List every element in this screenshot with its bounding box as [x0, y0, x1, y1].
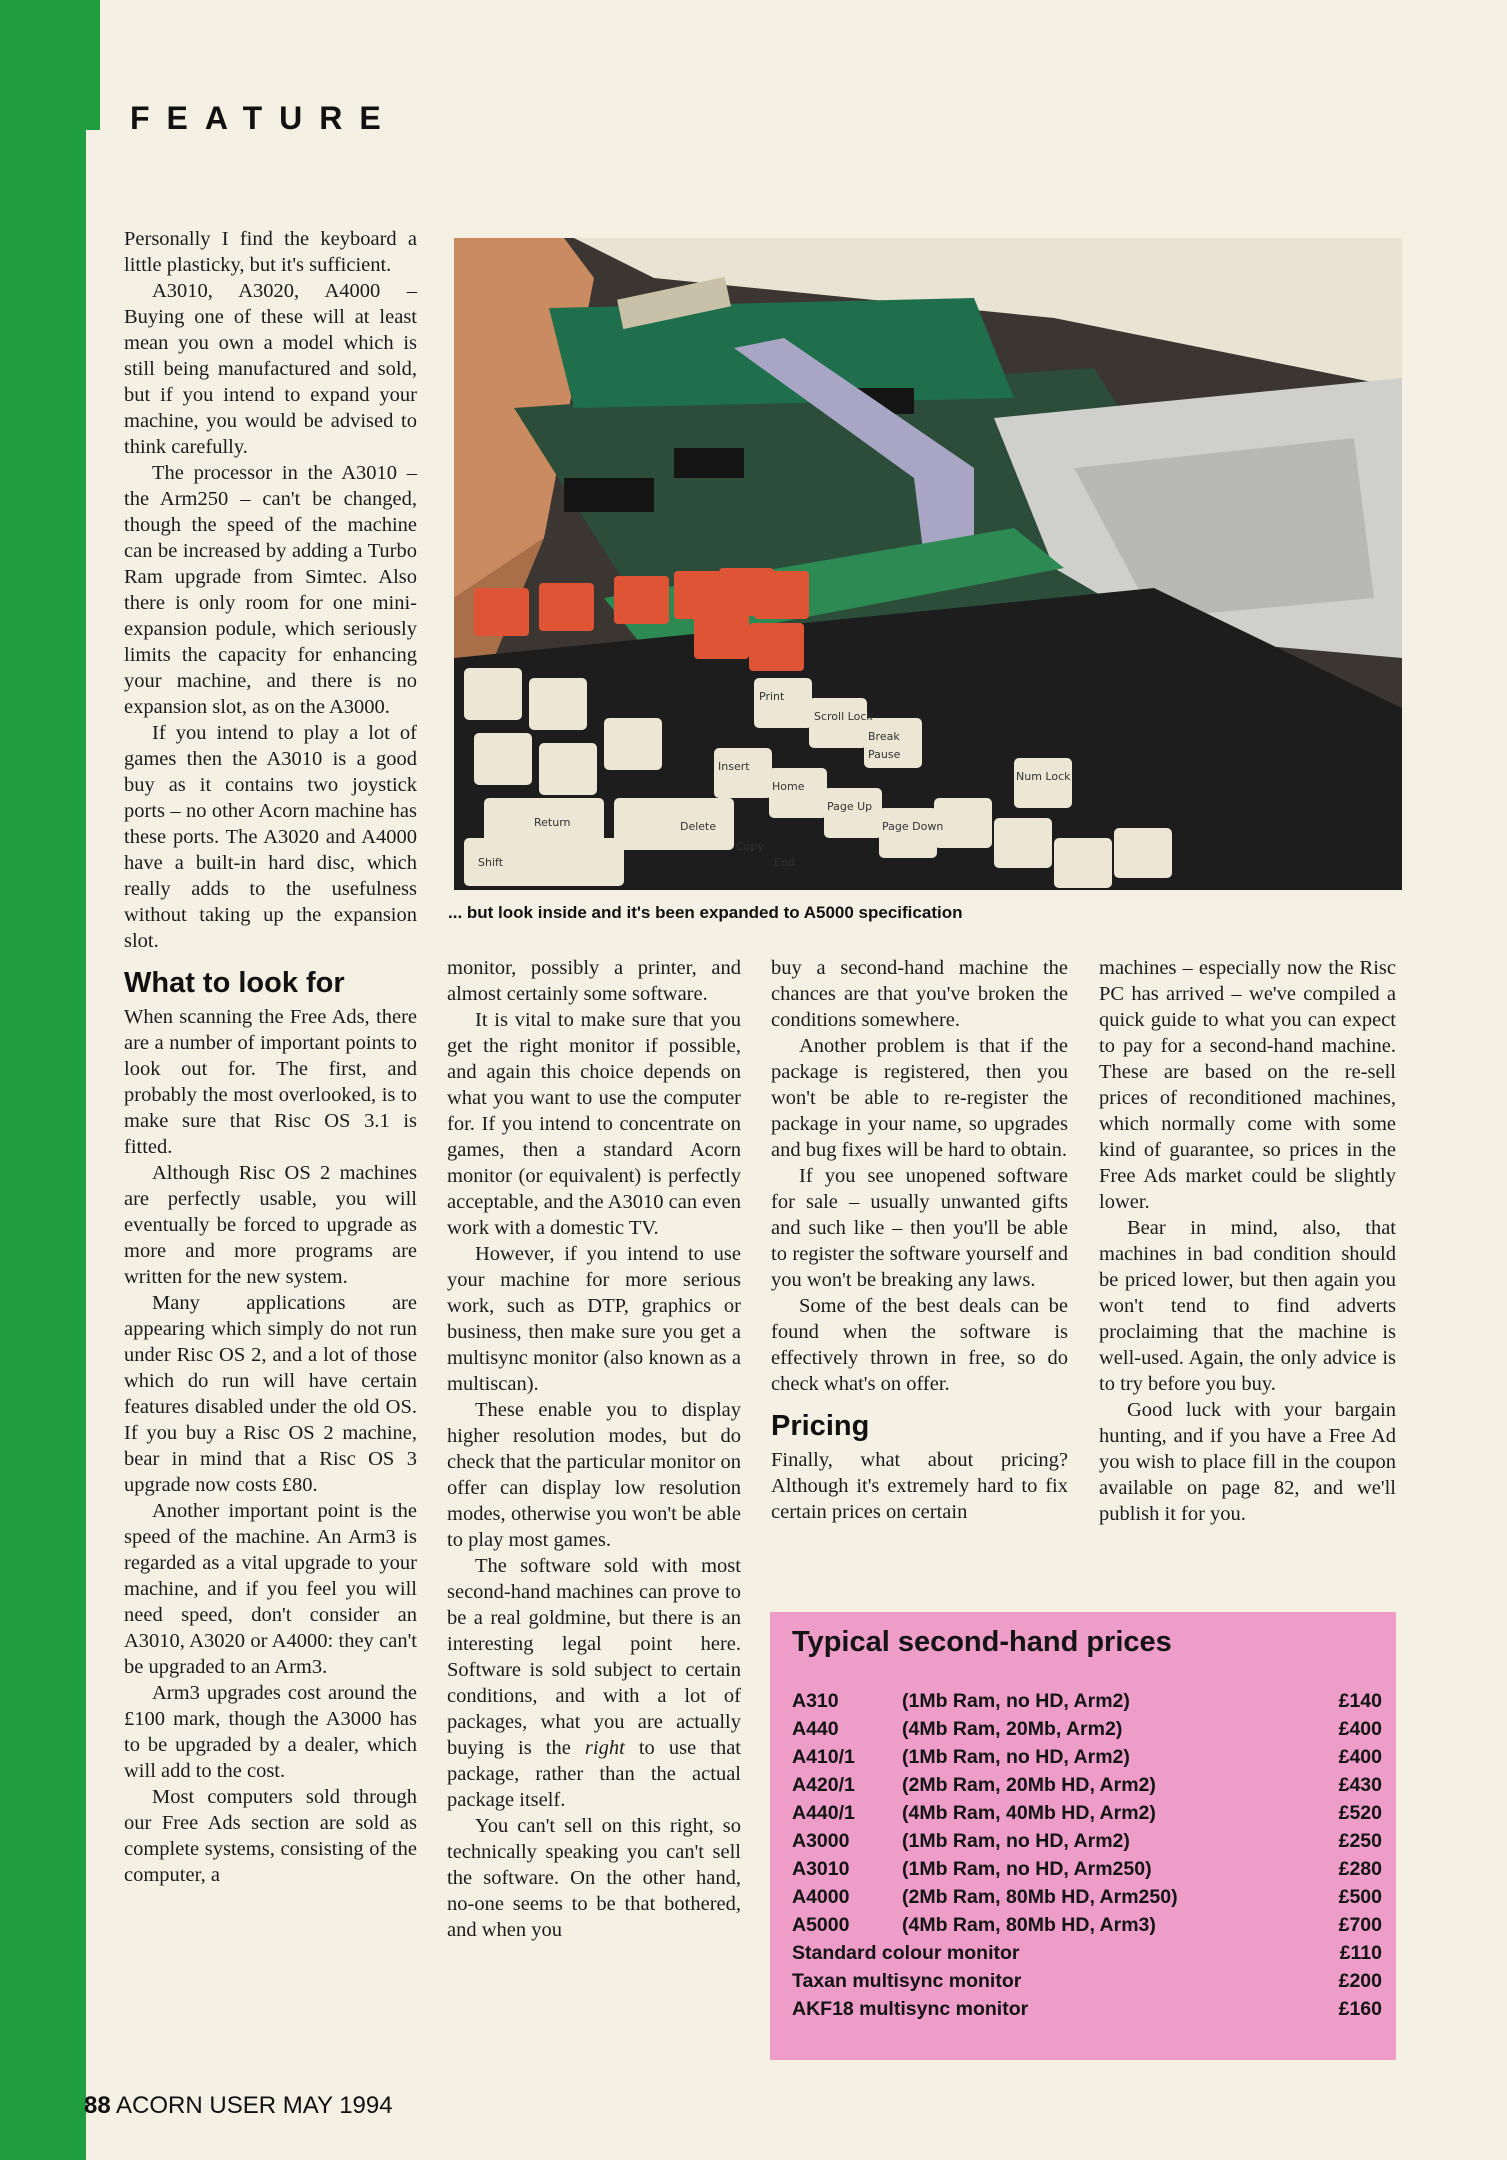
price-model: A420/1	[792, 1774, 855, 1796]
paragraph: Most computers sold through our Free Ads section are sold as complete systems, consisting of the computer, a	[124, 1786, 417, 1886]
paragraph: Many applications are appearing which simply do not run under Risc OS 2, and a lot of those which do run will have certain features disabled under the old OS. If you buy a Risc OS 2 machine, bear in mind that a Risc OS 3 upgrade now costs £80.	[124, 1292, 417, 1496]
photo-caption: ... but look inside and it's been expanded to A5000 specification	[448, 903, 963, 922]
paragraph: Personally I find the keyboard a little plasticky, but it's sufficient.	[124, 228, 417, 276]
photo-illustration	[454, 238, 1402, 890]
paragraph: Arm3 upgrades cost around the £100 mark, though the A3000 has to be upgraded by a dealer, which will add to the cost.	[124, 1682, 417, 1782]
price-row	[792, 1942, 1382, 1970]
price-spec: (1Mb Ram, no HD, Arm2)	[902, 1690, 1130, 1712]
price-value: £140	[1338, 1690, 1382, 1712]
key-label: Copy	[736, 840, 764, 853]
paragraph	[447, 1553, 741, 1813]
price-row	[792, 1886, 1382, 1914]
text-run: The software sold with most second-hand machines can prove to be a real goldmine, but there is an interesting legal point here. Software is sold subject to certain conditions, and with a lot of packages, what you are actually buying is the	[447, 1555, 741, 1759]
paragraph: If you intend to play a lot of games then the A3010 is a good buy as it contains two joystick ports – no other Acorn machine has these ports. The A3020 and A4000 have a built-in hard disc, which really adds to the usefulness without taking up the expansion slot.	[124, 722, 417, 952]
price-value: £200	[1338, 1970, 1382, 1992]
paragraph: Good luck with your bargain hunting, and if you have a Free Ad you wish to place fill in the coupon available on page 82, and we'll publish it for you.	[1099, 1399, 1396, 1525]
price-spec: (2Mb Ram, 80Mb HD, Arm250)	[902, 1886, 1178, 1908]
article-column-4	[1099, 955, 1396, 1527]
price-model: Taxan multisync monitor	[792, 1970, 1022, 1992]
key-label: End	[774, 856, 795, 869]
price-model: A3010	[792, 1858, 850, 1880]
price-value: £110	[1339, 1942, 1382, 1964]
paragraph: The processor in the A3010 – the Arm250 – can't be changed, though the speed of the machine can be increased by adding a Turbo Ram upgrade from Simtec. Also there is only room for one mini-expansion podule, which seriously limits the capacity for enhancing your machine, and there is no expansion slot, as on the A3000.	[124, 462, 417, 718]
price-guide-title: Typical second-hand prices	[792, 1626, 1172, 1658]
paragraph: When scanning the Free Ads, there are a number of important points to look out for. The first, and probably the most overlooked, is to make sure that Risc OS 3.1 is fitted.	[124, 1006, 417, 1158]
paragraph: Another important point is the speed of the machine. An Arm3 is regarded as a vital upgrade to your machine, and if you feel you will need speed, don't consider an A3010, A3020 or A4000: they can't be upgraded to an Arm3.	[124, 1500, 417, 1678]
green-margin-notch	[86, 0, 100, 130]
paragraph: It is vital to make sure that you get the right monitor if possible, and again this choice depends on what you want to use the computer for. If you intend to concentrate on games, then a standard Acorn monitor (or equivalent) is perfectly acceptable, and the A3010 can even work with a domestic TV.	[447, 1009, 741, 1239]
key-label: Insert	[718, 760, 750, 773]
key-label: Pause	[868, 748, 901, 761]
price-row	[792, 1858, 1382, 1886]
price-spec: (1Mb Ram, no HD, Arm2)	[902, 1830, 1130, 1852]
paragraph: A3010, A3020, A4000 – Buying one of these will at least mean you own a model which is still being manufactured and sold, but if you intend to expand your machine, you would be advised to think carefully.	[124, 280, 417, 458]
paragraph: If you see unopened software for sale – usually unwanted gifts and such like – then you'll be able to register the software yourself and you won't be breaking any laws.	[771, 1165, 1068, 1291]
price-spec: (2Mb Ram, 20Mb HD, Arm2)	[902, 1774, 1156, 1796]
price-row	[792, 1718, 1382, 1746]
section-label: FEATURE	[130, 100, 398, 136]
magazine-issue: ACORN USER MAY 1994	[116, 2092, 393, 2119]
price-row	[792, 1746, 1382, 1774]
paragraph: machines – especially now the Risc PC has arrived – we've compiled a quick guide to what you can expect to pay for a second-hand machine. These are based on the re-sell prices of reconditioned machines, which normally come with some kind of guarantee, so prices in the Free Ads market could be slightly lower.	[1099, 957, 1396, 1213]
article-column-3	[771, 955, 1068, 1525]
text-run: to use that package, rather than the actual package itself.	[447, 1737, 742, 1811]
emphasis-right: right	[584, 1737, 625, 1759]
key-label: Return	[534, 816, 571, 829]
paragraph: However, if you intend to use your machine for more serious work, such as DTP, graphics or business, then make sure you get a multisync monitor (also known as a multiscan).	[447, 1243, 741, 1395]
key-label: Home	[772, 780, 805, 793]
key-label: Scroll Lock	[814, 710, 873, 723]
price-spec: (1Mb Ram, no HD, Arm250)	[902, 1858, 1152, 1880]
paragraph: buy a second-hand machine the chances are that you've broken the conditions somewhere.	[771, 957, 1068, 1031]
price-row	[792, 1690, 1382, 1718]
price-spec: (4Mb Ram, 40Mb HD, Arm2)	[902, 1802, 1156, 1824]
price-model: A410/1	[792, 1746, 855, 1768]
price-model: A3000	[792, 1830, 850, 1852]
price-value: £160	[1338, 1998, 1382, 2020]
price-value: £520	[1338, 1802, 1382, 1824]
price-model: A4000	[792, 1886, 850, 1908]
key-label: Shift	[478, 856, 504, 869]
price-row	[792, 1774, 1382, 1802]
paragraph: You can't sell on this right, so technically speaking you can't sell the software. On the other hand, no-one seems to be that bothered, and when you	[447, 1815, 741, 1941]
price-model: A440	[792, 1718, 839, 1740]
paragraph: These enable you to display higher resolution modes, but do check that the particular monitor on offer can display low resolution modes, otherwise you won't be able to play most games.	[447, 1399, 741, 1551]
price-row	[792, 1830, 1382, 1858]
green-margin-bar	[0, 0, 86, 2160]
page-number: 88	[84, 2092, 111, 2119]
computer-internals-photo	[454, 238, 1402, 890]
paragraph: Bear in mind, also, that machines in bad condition should be priced lower, but then again you won't tend to find adverts proclaiming that the machine is well-used. Again, the only advice is to try before you buy.	[1099, 1217, 1396, 1395]
paragraph: Finally, what about pricing? Although it's extremely hard to fix certain prices on certain	[771, 1449, 1068, 1523]
page-footer	[84, 2092, 393, 2120]
paragraph: Another problem is that if the package is registered, then you won't be able to re-register the package in your name, so upgrades and bug fixes will be hard to obtain.	[771, 1035, 1068, 1161]
paragraph: Some of the best deals can be found when the software is effectively thrown in free, so do check what's on offer.	[771, 1295, 1068, 1395]
price-model: AKF18 multisync monitor	[792, 1998, 1029, 2020]
price-model: A440/1	[792, 1802, 855, 1824]
price-model: Standard colour monitor	[792, 1942, 1020, 1964]
subheading-pricing: Pricing	[771, 1410, 870, 1442]
price-value: £250	[1338, 1830, 1382, 1852]
price-value: £400	[1338, 1746, 1382, 1768]
key-label: Page Up	[827, 800, 873, 813]
key-label: Num Lock	[1016, 770, 1071, 783]
price-model: A310	[792, 1690, 839, 1712]
key-label: Delete	[680, 820, 717, 833]
price-value: £430	[1338, 1774, 1382, 1796]
price-model: A5000	[792, 1914, 850, 1936]
price-value: £280	[1338, 1858, 1382, 1880]
key-label: Page Down	[882, 820, 944, 833]
price-row	[792, 1998, 1382, 2026]
price-spec: (4Mb Ram, 20Mb, Arm2)	[902, 1718, 1123, 1740]
price-row	[792, 1970, 1382, 1998]
subheading-what-to-look-for: What to look for	[124, 967, 345, 999]
key-label: Print	[759, 690, 785, 703]
article-column-2	[447, 955, 741, 1943]
key-label: Break	[868, 730, 900, 743]
paragraph: monitor, possibly a printer, and almost certainly some software.	[447, 957, 741, 1005]
article-column-1	[124, 226, 417, 1888]
price-row	[792, 1914, 1382, 1942]
price-spec: (4Mb Ram, 80Mb HD, Arm3)	[902, 1914, 1156, 1936]
price-spec: (1Mb Ram, no HD, Arm2)	[902, 1746, 1130, 1768]
price-value: £500	[1338, 1886, 1382, 1908]
price-row	[792, 1802, 1382, 1830]
price-value: £700	[1338, 1914, 1382, 1936]
price-guide-box	[770, 1612, 1396, 2060]
price-value: £400	[1338, 1718, 1382, 1740]
paragraph: Although Risc OS 2 machines are perfectly usable, you will eventually be forced to upgrade as more and more programs are written for the new system.	[124, 1162, 417, 1288]
